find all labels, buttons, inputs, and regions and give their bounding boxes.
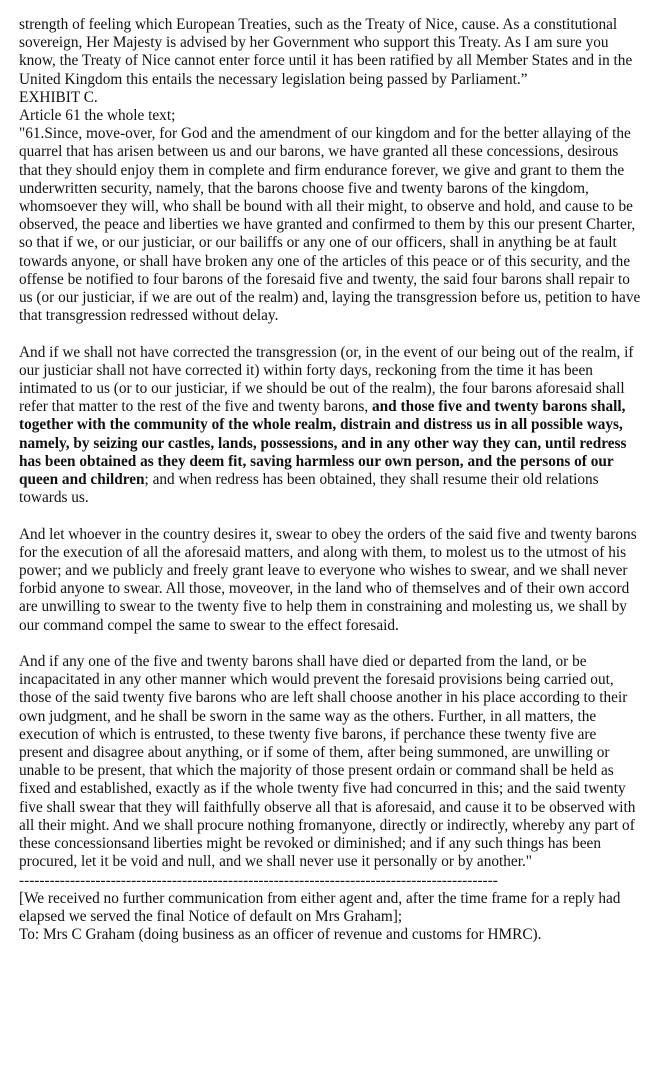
article-paragraph-1: "61.Since, move-over, for God and the amendment of our kingdom and for the better allaying of the quarrel that has arisen between us and our barons, we have granted all these concessions, desirous that they should enjoy them in complete and firm endurance forever, we give and grant to them the underwritten security, namely, that the barons choose five and twenty barons of the kingdom, whomsoever they will, who shall be bound with all their might, to observe and hold, and cause to be observed, the peace and liberties we have granted and confirmed to them by this our present Charter, so that if we, or our justiciar, or our bailiffs or any one of our officers, shall in anything be at fault towards anyone, or shall have broken any one of the articles of this peace or of this security, and the offense be notified to four barons of the foresaid five and twenty, the said four barons shall repair to us (or our justiciar, if we are out of the realm) and, laying the transgression before us, petition to have that transgression redressed without delay. xyxy=(19,125,641,325)
to-line: To: Mrs C Graham (doing business as an officer of revenue and customs for HMRC). xyxy=(19,926,542,944)
note-paragraph: [We received no further communication from either agent and, after the time frame for a reply had elapsed we served the final Notice of default on Mrs Graham]; xyxy=(19,889,621,925)
article-heading: Article 61 the whole text; xyxy=(19,107,176,125)
article-paragraph-2 xyxy=(19,344,641,508)
paragraph-2-start: And if we shall not have corrected the transgression (or, in the event of our being out of the realm, if our justiciar shall not have corrected it) within forty days, reckoning from the time it has been intimated to us (or to our justiciar, if we should be out of the realm), the four barons aforesaid shall refer that matter to the rest of the five and twenty barons, xyxy=(19,343,634,416)
divider-line: ---------------------------------------------------------------------------------------------- xyxy=(19,871,498,889)
paragraph-2-end: ; and when redress has been obtained, they shall resume their old relations towards us. xyxy=(19,471,599,507)
article-paragraph-3: And let whoever in the country desires it, swear to obey the orders of the said five and twenty barons for the execution of all the aforesaid matters, and along with them, to molest us to the utmost of his power; and we publicly and freely grant leave to everyone who wishes to swear, and we shall never forbid anyone to swear. All those, moveover, in the land who of themselves and of their own accord are unwilling to swear to the twenty five to help them in constraining and molesting us, we shall by our command compel the same to swear to the effect foresaid. xyxy=(19,525,637,634)
paragraph-2-bold: and those five and twenty barons shall, together with the community of the whole realm, distrain and distress us in all possible ways, namely, by seizing our castles, lands, possessions, and in any other way they can, until redress has been obtained as they deem fit, saving harmless our own person, and the persons of our queen and children xyxy=(19,398,627,489)
exhibit-label: EXHIBIT C. xyxy=(19,88,98,106)
article-paragraph-4: And if any one of the five and twenty barons shall have died or departed from the land, or be incapacitated in any other manner which would prevent the foresaid provisions being carried out, those of the said twenty five barons who are left shall choose another in his place according to their own judgment, and he shall be sworn in the same way as the others. Further, in all matters, the execution of which is entrusted, to these twenty five barons, if perchance these twenty five are present and disagree about anything, or if some of them, after being summoned, are unwilling or unable to be present, that which the majority of those present ordain or command shall be held as fixed and established, exactly as if the whole twenty five had concurred in this; and the said twenty five shall swear that they will faithfully observe all that is aforesaid, and cause it to be observed with all their might. And we shall procure nothing fromanyone, directly or indirectly, whereby any part of these concessionsand liberties might be revoked or diminished; and if any such things has been procured, let it be void and null, and we shall never use it personally or by another." xyxy=(19,653,636,871)
top-paragraph: strength of feeling which European Treaties, such as the Treaty of Nice, cause. As a constitutional sovereign, Her Majesty is advised by her Government who support this Treaty. As I am sure you know, the Treaty of Nice cannot enter force until it has been ratified by all Member States and in the United Kingdom this entails the necessary legislation being passed by Parliament.” xyxy=(19,16,633,88)
